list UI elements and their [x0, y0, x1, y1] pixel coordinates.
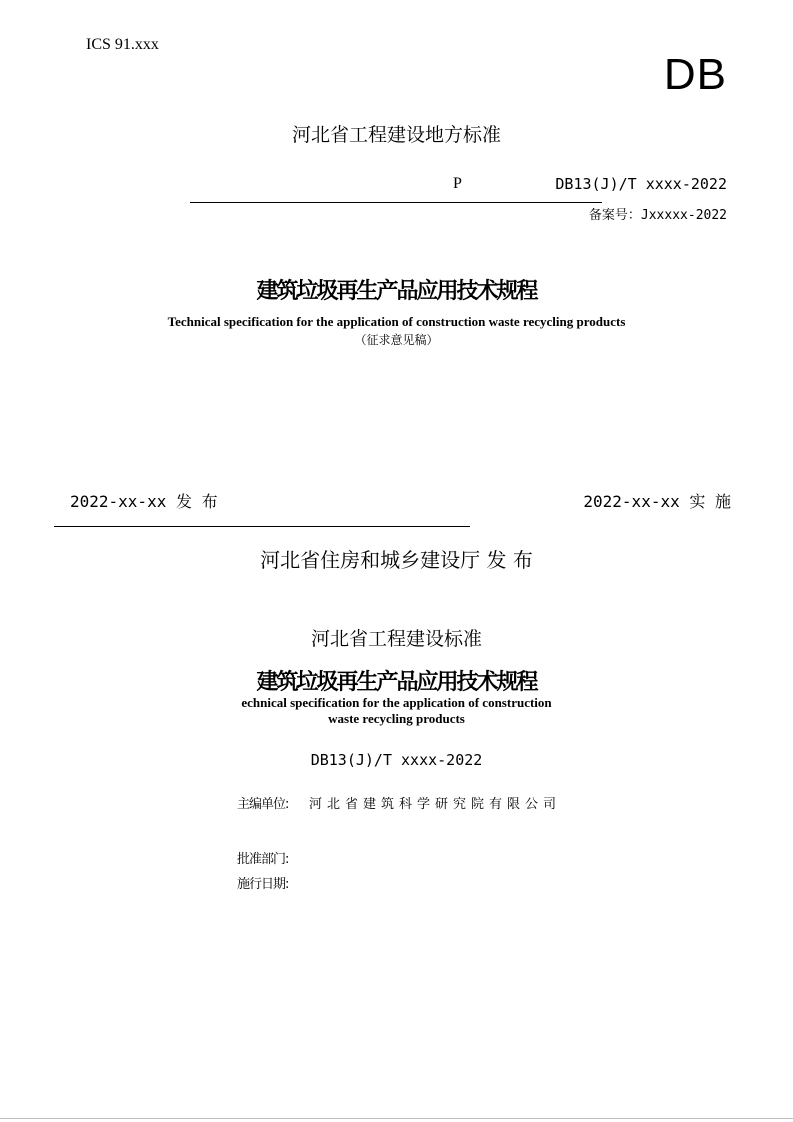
issuer: 河北省住房和城乡建设厅 发 布: [260, 548, 533, 572]
draft-status: （征求意见稿）: [354, 333, 439, 347]
title-page-title-chinese: 建筑垃圾再生产品应用技术规程: [256, 670, 537, 695]
title-page-title-english-line1: echnical specification for the application of construction: [241, 695, 552, 710]
title-page-standard-type: 河北省工程建设标准: [310, 628, 482, 650]
ics-code: ICS 91.xxx: [86, 36, 159, 53]
header-divider: [190, 202, 602, 203]
chief-unit-label: 主编单位:: [237, 797, 289, 812]
chief-unit-value: 河北省建筑科学研究院有限公司: [309, 797, 562, 812]
db-logo: DB: [663, 50, 727, 99]
category-code: P: [453, 175, 462, 192]
title-chinese: 建筑垃圾再生产品应用技术规程: [256, 279, 537, 304]
page-bottom-edge: [0, 1118, 793, 1119]
record-number: 备案号：Jxxxxx-2022: [588, 208, 727, 223]
implementation-date: 2022-xx-xx 实 施: [583, 492, 731, 511]
title-page-title-english-line2: waste recycling products: [328, 711, 465, 726]
standard-type: 河北省工程建设地方标准: [291, 124, 501, 146]
dates-divider: [54, 526, 470, 527]
approval-department-label: 批准部门:: [237, 852, 289, 867]
standard-number: DB13(J)/T xxxx-2022: [555, 175, 727, 193]
issue-date: 2022-xx-xx 发 布: [70, 492, 218, 511]
title-page-standard-number: DB13(J)/T xxxx-2022: [310, 751, 483, 769]
implementation-date-label: 施行日期:: [237, 877, 289, 892]
title-english: Technical specification for the application of construction waste recycling products: [167, 314, 626, 329]
